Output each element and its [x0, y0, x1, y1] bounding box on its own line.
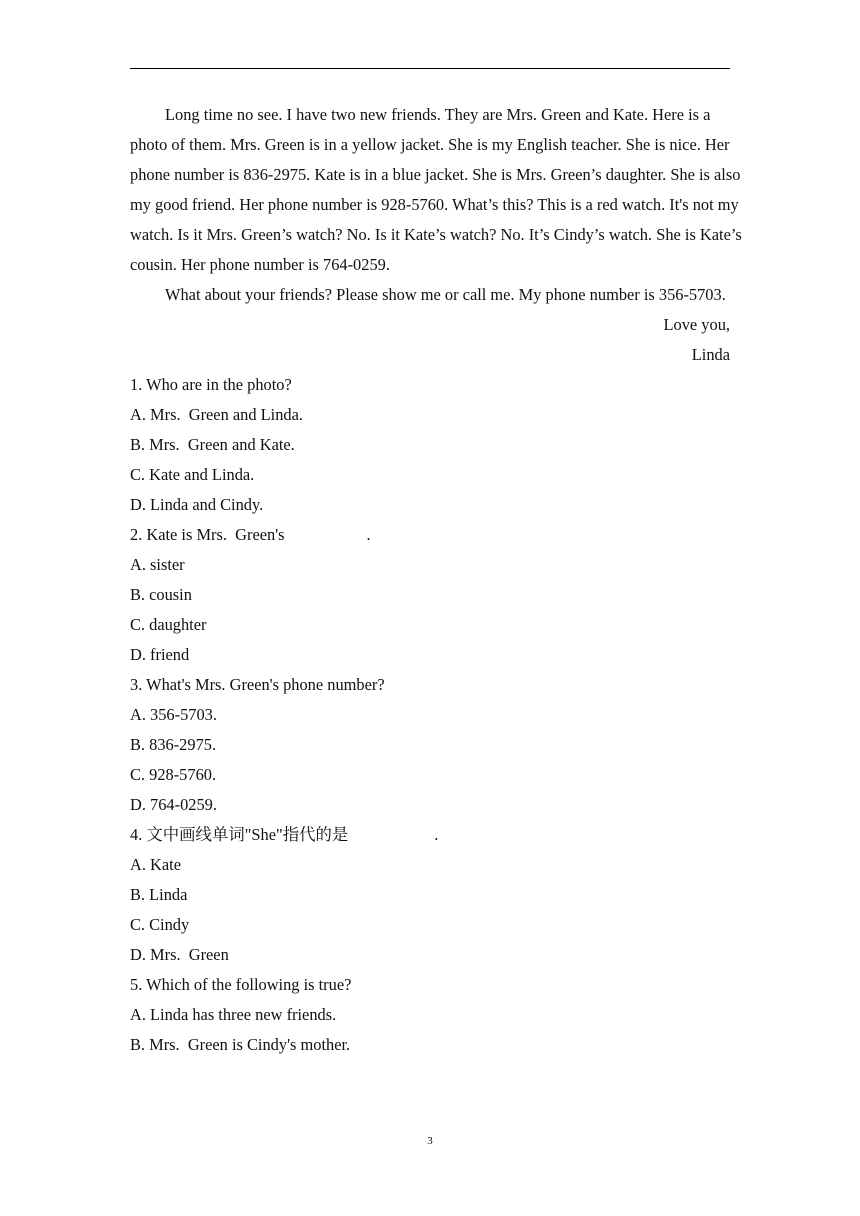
- option-c: C. Kate and Linda.: [130, 465, 255, 484]
- option-b: B. cousin: [130, 585, 192, 604]
- question-stem: 1. Who are in the photo?: [130, 375, 292, 394]
- letter-closing: Love you,: [663, 315, 730, 334]
- question-stem-text: 4. 文中画线单词"She"指代的是: [130, 825, 349, 844]
- question-stem-end: .: [434, 825, 439, 844]
- question-1: [130, 370, 742, 520]
- option-d: D. 764-0259.: [130, 795, 217, 814]
- question-stem: [130, 520, 742, 550]
- passage-paragraph-1: Long time no see. I have two new friends. They are Mrs. Green and Kate. Here is a photo of them. Mrs. Green is in a yellow jacket. She is my English teacher. She is nice. Her phone number is 836-2975. Kate is in a blue jacket. She is Mrs. Green’s daughter. She is also my good friend. Her phone number is 928-5760. What’s this? This is a red watch. It's not my watch. Is it Mrs. Green’s watch? No. Is it Kate’s watch? No. It’s Cindy’s watch. She is Kate’s cousin. Her phone number is 764-0259.: [130, 105, 742, 274]
- question-stem-text: 2. Kate is Mrs. Green's: [130, 525, 285, 544]
- option-b: B. 836-2975.: [130, 735, 217, 754]
- question-3: [130, 670, 742, 820]
- option-b: B. Mrs. Green is Cindy's mother.: [130, 1035, 351, 1054]
- option-a: A. Linda has three new friends.: [130, 1005, 337, 1024]
- option-c: C. daughter: [130, 615, 207, 634]
- option-a: A. sister: [130, 555, 185, 574]
- header-rule: [130, 68, 730, 69]
- question-stem-end: .: [366, 525, 371, 544]
- option-d: D. friend: [130, 645, 190, 664]
- option-d: D. Linda and Cindy.: [130, 495, 264, 514]
- document-body: [130, 100, 742, 1060]
- option-a: A. 356-5703.: [130, 705, 217, 724]
- option-d: D. Mrs. Green: [130, 945, 229, 964]
- question-4: [130, 820, 742, 970]
- question-stem: 3. What's Mrs. Green's phone number?: [130, 675, 385, 694]
- option-b: B. Linda: [130, 885, 188, 904]
- question-2: [130, 520, 742, 670]
- question-5: [130, 970, 742, 1060]
- option-c: C. Cindy: [130, 915, 190, 934]
- question-stem: 5. Which of the following is true?: [130, 975, 352, 994]
- option-b: B. Mrs. Green and Kate.: [130, 435, 295, 454]
- option-a: A. Kate: [130, 855, 181, 874]
- option-a: A. Mrs. Green and Linda.: [130, 405, 303, 424]
- passage-paragraph-2: What about your friends? Please show me or call me. My phone number is 356-5703.: [165, 285, 726, 304]
- page-number: 3: [427, 1135, 433, 1147]
- question-stem: [130, 820, 742, 850]
- option-c: C. 928-5760.: [130, 765, 217, 784]
- letter-signature: Linda: [691, 345, 730, 364]
